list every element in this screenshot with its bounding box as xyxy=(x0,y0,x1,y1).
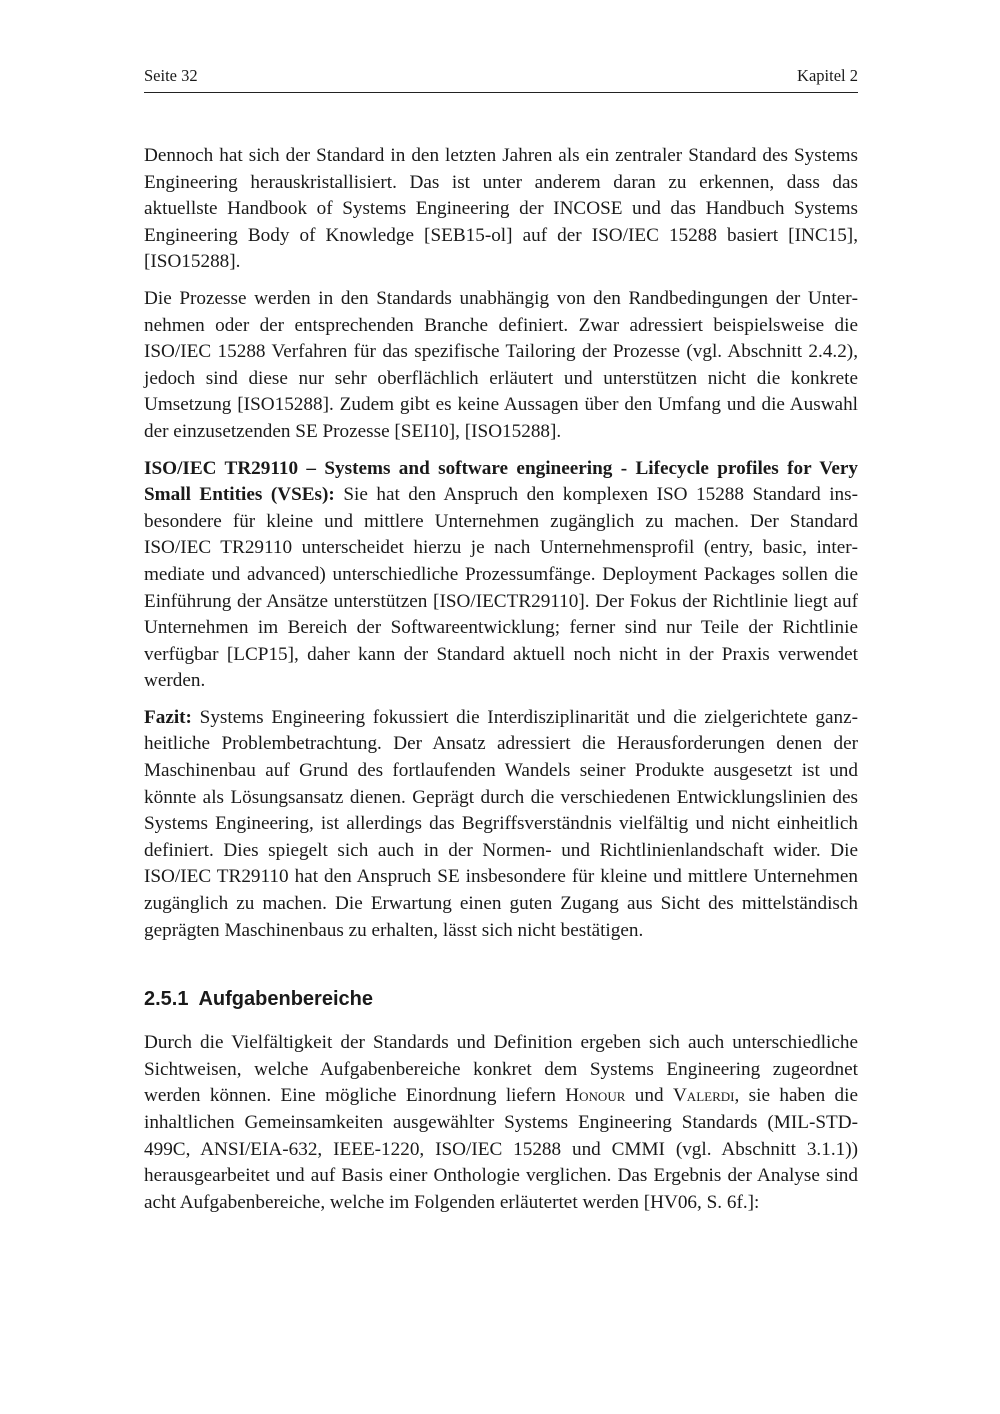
page-body xyxy=(144,143,858,1226)
page-header xyxy=(144,64,858,93)
author-valerdi: Valerdi xyxy=(672,1085,735,1107)
tr29110-text: Sie hat den Anspruch den komplexen ISO 15288 Standard insbesondere für kleine und mittlere Unternehmen zugänglich zu machen. Der Standard ISO/IEC TR29110 unterscheidet hierzu je nach Unternehmensprofil (entry, basic, intermediate und advanced) unterschiedliche Prozessumfänge. Deployment Packages sollen die Einführung der Ansätze unterstützen [ISO/IECTR29110]. Der Fokus der Richtlinie liegt auf Unternehmen im Bereich der Softwareentwicklung; ferner sind nur Teile der Richtlinie verfügbar [LCP15], daher kann der Standard aktuell noch nicht in der Praxis verwendet werden. xyxy=(144,484,858,692)
paragraph-task-areas xyxy=(144,1030,858,1216)
tr29110-heading: ISO/IEC TR29110 – Systems and software engineering - Lifecycle profiles for Very Small Entities (VSEs): xyxy=(144,457,858,506)
paragraph-standard-relevance: Dennoch hat sich der Standard in den letzten Jahren als ein zentraler Standard des Systems Engineering herauskristallisiert. Das ist unter anderem daran zu erkennen, dass das aktuellste Handbook of Systems Engineering der INCOSE und das Handbuch Systems Engineering Body of Knowledge [SEB15-ol] auf der ISO/IEC 15288 basiert [INC15], [ISO15288]. xyxy=(144,145,858,273)
section-heading xyxy=(144,986,858,1012)
task-areas-text-3: , sie haben die inhaltlichen Gemeinsamkeiten ausgewählter Systems Engineering Standards (MIL-STD-499C, ANSI/EIA-632, IEEE-1220, ISO/IEC 15288 und CMMI (vgl. Abschnitt 3.1.1)) herausgearbeitet und auf Basis einer Onthologie verglichen. Das Ergebnis der Analyse sind acht Aufgabenbereiche, welche im Folgenden erläutertet werden [HV06, S. 6f.]: xyxy=(144,1085,858,1213)
chapter-label: Kapitel 2 xyxy=(797,66,858,85)
author-honour: Honour xyxy=(565,1085,626,1107)
paragraph-tr29110 xyxy=(144,456,858,695)
task-areas-text-1: Durch die Vielfältigkeit der Standards und Definition ergeben sich auch unterschiedliche Sichtweisen, welche Aufgabenbereiche konkret dem Systems Engineering zugeordnet werden können. Eine mögliche Einordnung liefern xyxy=(144,1032,858,1107)
conclusion-text: Systems Engineering fokussiert die Interdisziplinarität und die zielgerichtete ganzheitliche Problembetrachtung. Der Ansatz adressiert die Herausforderungen denen der Maschinenbau auf Grund des fortlaufenden Wandels seiner Produkte ausgesetzt ist und könnte als Lösungsansatz dienen. Geprägt durch die verschiedenen Entwicklungslinien des Systems Engineering, ist allerdings das Begriffsverständnis vielfältig und nicht einheitlich definiert. Dies spiegelt sich auch in der Normen- und Richtlinienlandschaft wider. Die ISO/IEC TR29110 hat den Anspruch SE insbesondere für kleine und mittlere Unternehmen zugänglich zu machen. Die Erwartung einen guten Zugang aus Sicht des mittelständisch geprägten Maschinenbaus zu erhalten, lässt sich nicht bestätigen. xyxy=(144,706,858,941)
task-areas-text-2: und xyxy=(625,1085,673,1107)
section-title: Aufgabenbereiche xyxy=(198,988,373,1011)
conclusion-label: Fazit: xyxy=(144,706,192,728)
section-number: 2.5.1 xyxy=(144,988,189,1011)
page-number: Seite 32 xyxy=(144,66,198,85)
paragraph-process-conditions: Die Prozesse werden in den Standards unabhängig von den Randbedingungen der Unternehmen oder der entsprechenden Branche definiert. Zwar adressiert beispielsweise die ISO/IEC 15288 Verfahren für das spezifische Tailoring der Prozesse (vgl. Abschnitt 2.4.2), jedoch sind diese nur sehr oberflächlich erläutert und unterstützen nicht die konkrete Umsetzung [ISO15288]. Zudem gibt es keine Aussagen über den Umfang und die Auswahl der einzusetzenden SE Prozesse [SEI10], [ISO15288]. xyxy=(144,287,858,442)
paragraph-conclusion xyxy=(144,705,858,944)
